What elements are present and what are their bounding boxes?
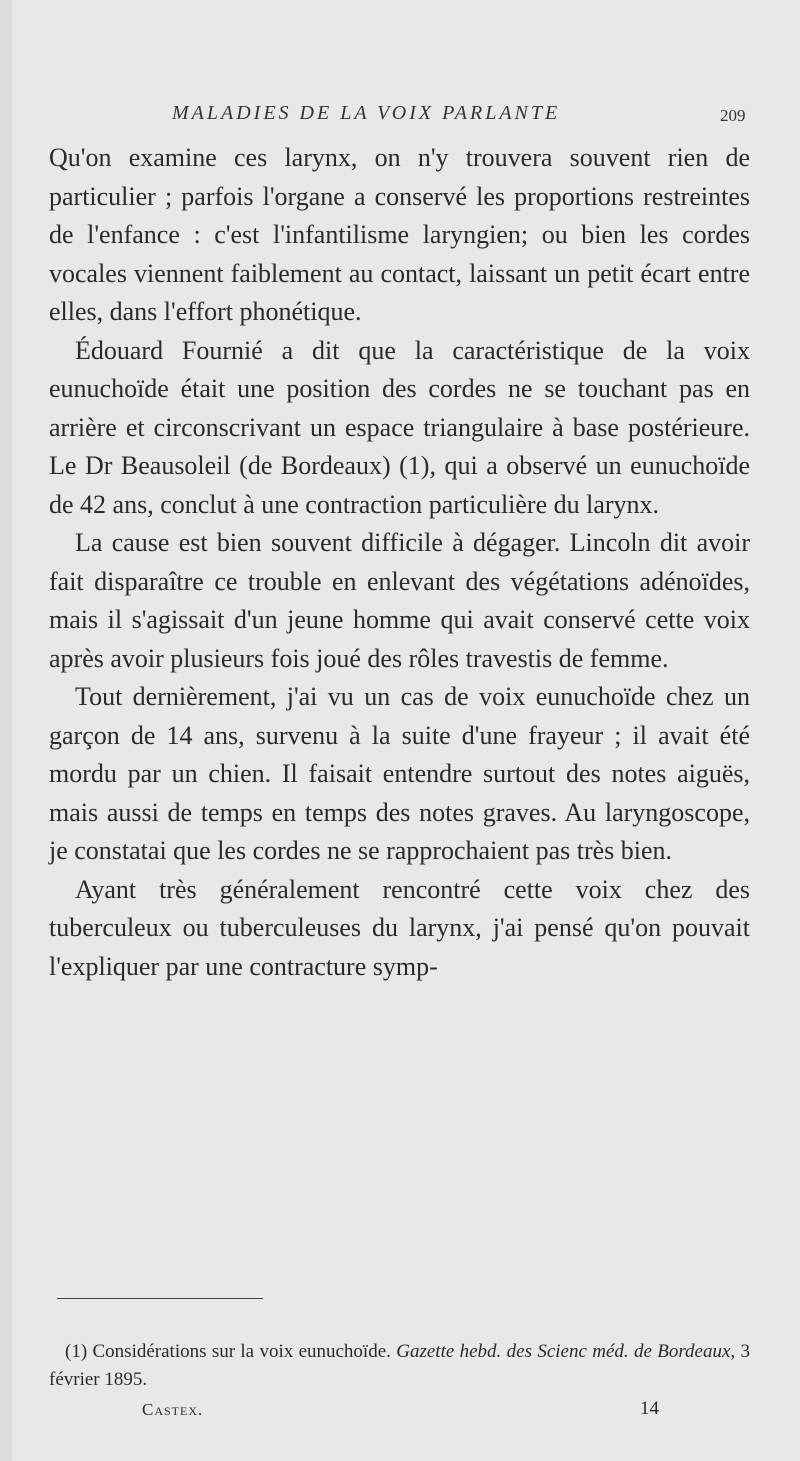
printer-signature: Castex. <box>142 1400 204 1419</box>
running-title: MALADIES DE LA VOIX PARLANTE <box>172 102 561 124</box>
paragraph-4: Tout dernièrement, j'ai vu un cas de voix eunuchoïde chez un garçon de 14 ans, survenu à la suite d'une frayeur ; il avait été mordu par un chien. Il faisait entendre surtout des notes aiguës, mais aussi de temps en temps des notes graves. Au laryngoscope, je constatai que les cordes ne se rapprochaient pas très bien. <box>49 682 750 865</box>
footnote-text: Considérations sur la voix eunuchoïde. <box>92 1341 391 1362</box>
footnote-journal: Gazette hebd. des Scienc méd. de Bordeaux, <box>396 1341 736 1362</box>
paragraph-5: Ayant très généralement rencontré cette voix chez des tuberculeux ou tuberculeuses du larynx, j'ai pensé qu'on pouvait l'expliquer par une contracture symp- <box>49 874 750 981</box>
footnote-rule <box>57 1298 263 1299</box>
paragraph-1: Qu'on examine ces larynx, on n'y trouvera souvent rien de particulier ; parfois l'organe a conservé les proportions restreintes de l'enfance : c'est l'infantilisme laryngien; ou bien les cordes vocales viennent faiblement au contact, laissant un petit écart entre elles, dans l'effort phonétique. <box>49 143 750 326</box>
footnote-marker: (1) <box>65 1341 88 1362</box>
body-text <box>49 139 750 986</box>
footnote-date: 3 février 1895. <box>49 1341 751 1390</box>
sheet-number: 14 <box>640 1398 659 1419</box>
footnote <box>49 1338 750 1394</box>
page-number: 209 <box>720 106 746 125</box>
paragraph-3: La cause est bien souvent difficile à dégager. Lincoln dit avoir fait disparaître ce trouble en enlevant des végétations adénoïdes, mais il s'agissait d'un jeune homme qui avait conservé cette voix après avoir plusieurs fois joué des rôles travestis de femme. <box>49 528 750 673</box>
paragraph-2: Édouard Fournié a dit que la caractéristique de la voix eunuchoïde était une position des cordes ne se touchant pas en arrière et circonscrivant un espace triangulaire à base postérieure. Le Dr Beausoleil (de Bordeaux) (1), qui a observé un eunuchoïde de 42 ans, conclut à une contraction particulière du larynx. <box>49 335 750 519</box>
